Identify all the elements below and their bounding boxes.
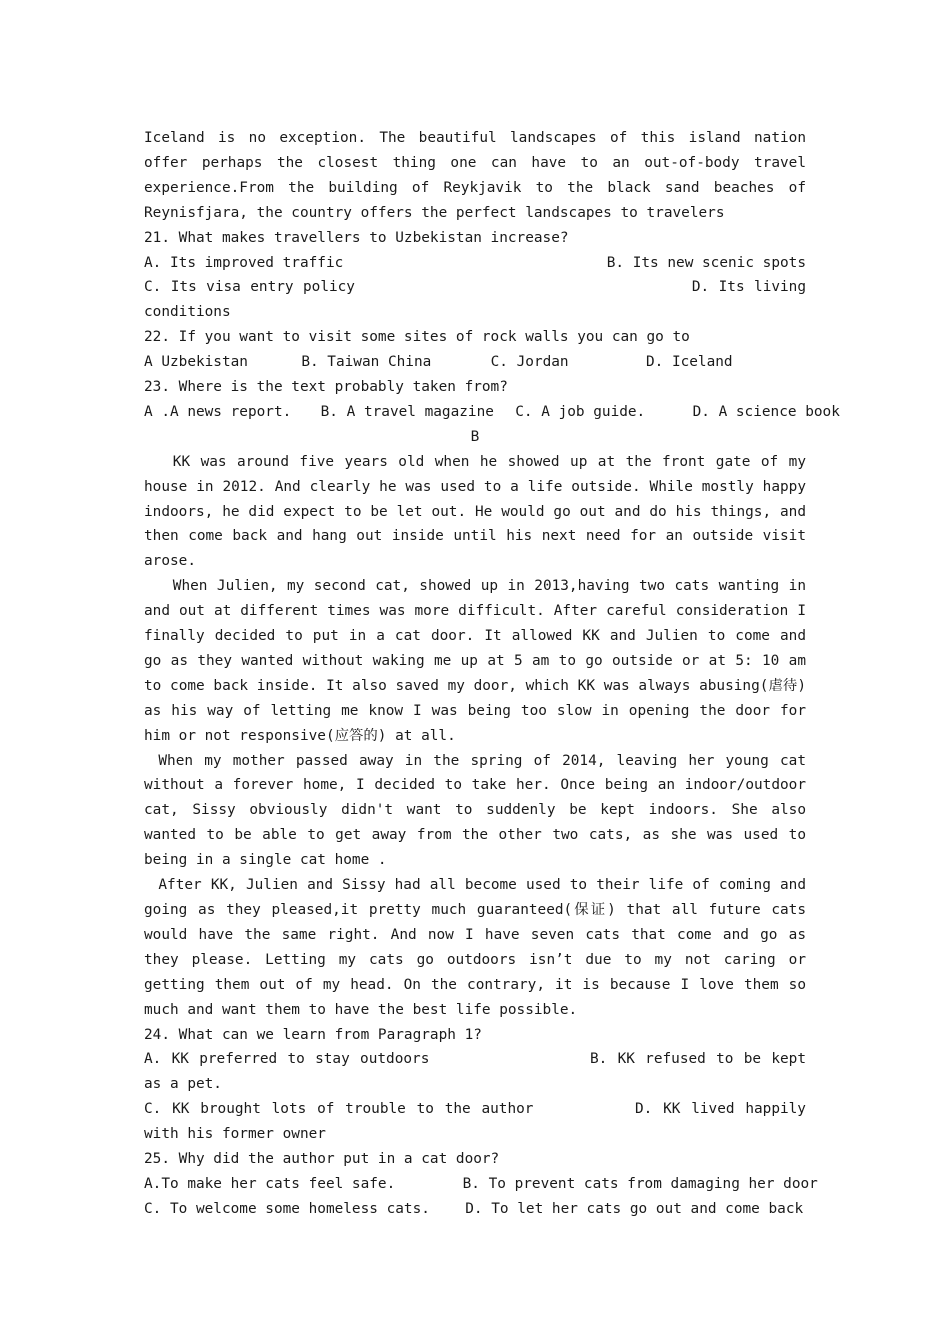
q21-option-c: C. Its visa entry policy xyxy=(144,279,355,296)
q25-options-row1 xyxy=(144,1172,818,1197)
q25-stem: 25. Why did the author put in a cat door? xyxy=(144,1151,500,1168)
passage-b-paragraph-3: When my mother passed away in the spring of 2014, leaving her young cat without a forever home, I decided to take her. Once being an indoor/outdoor cat, Sissy obviously didn't want to suddenly be kept indoors. She also wanted to be able to get away from the other two cats, as she was used to being in a single cat home . xyxy=(144,752,806,869)
q24-stem: 24. What can we learn from Paragraph 1? xyxy=(144,1026,482,1043)
q22-option-b: B. Taiwan China xyxy=(301,354,432,371)
q25-option-b: B. To prevent cats from damaging her door xyxy=(462,1175,818,1192)
q24-option-d: D. KK lived happily with his former owner xyxy=(144,1101,806,1143)
passage-b-paragraph-4: After KK, Julien and Sissy had all become used to their life of coming and going as they pleased,it pretty much guaranteed(保证) that all future cats would have the same right. And now I have seven cats that come and go as they please. Letting my cats go outdoors isn’t due to my not caring or getting them out of my head. On the contrary, it is because I love them so much and want them to have the best life possible. xyxy=(144,877,806,1018)
q25-option-c: C. To welcome some homeless cats. xyxy=(144,1200,430,1217)
q23-option-d: D. A science book xyxy=(692,403,840,420)
passage-b-paragraph-1: KK was around five years old when he showed up at the front gate of my house in 2012. And clearly he was used to a life outside. While mostly happy indoors, he did expect to be let out. He would go out and do his things, and then come back and hang out inside until his next need for an outside visit arose. xyxy=(144,453,806,570)
q22-options xyxy=(144,350,806,375)
q21-option-d: D. Its living conditions xyxy=(144,279,807,321)
q25-option-a: A.To make her cats feel safe. xyxy=(144,1175,396,1192)
q21-options-row2 xyxy=(144,275,806,325)
q23-stem: 23. Where is the text probably taken from? xyxy=(144,379,508,396)
q24-option-a: A. KK preferred to stay outdoors xyxy=(144,1051,430,1068)
q22-option-c: C. Jordan xyxy=(490,354,569,371)
section-b-heading: B xyxy=(470,428,480,445)
q24-options-row1 xyxy=(144,1047,806,1097)
q24-option-c: C. KK brought lots of trouble to the author xyxy=(144,1101,534,1118)
q23-option-a: A .A news report. xyxy=(144,403,292,420)
q21-option-a: A. Its improved traffic xyxy=(144,254,344,271)
passage-b-paragraph-2: When Julien, my second cat, showed up in 2013,having two cats wanting in and out at different times was more difficult. After careful consideration I finally decided to put in a cat door. It allowed KK and Julien to come and go as they wanted without waking me up at 5 am to go outside or at 5: 10 am to come back inside. It also saved my door, which KK was always abusing(虐待) as his way of letting me know I was being too slow in opening the door for him or not responsive(应答的) at all. xyxy=(144,578,806,744)
q21-stem: 21. What makes travellers to Uzbekistan increase? xyxy=(144,229,569,246)
exam-page xyxy=(144,126,840,1222)
q21-options-row1 xyxy=(144,251,806,276)
q22-option-a: A Uzbekistan xyxy=(144,354,248,371)
q23-option-c: C. A job guide. xyxy=(515,403,646,420)
q25-option-d: D. To let her cats go out and come back xyxy=(465,1200,804,1217)
q23-option-b: B. A travel magazine xyxy=(320,403,494,420)
q25-options-row2 xyxy=(144,1197,806,1222)
q24-options-row2 xyxy=(144,1097,806,1147)
q24-option-b: B. KK refused to be kept as a pet. xyxy=(144,1051,806,1093)
q23-options xyxy=(144,400,840,425)
q21-option-b: B. Its new scenic spots xyxy=(606,254,806,271)
q22-stem: 22. If you want to visit some sites of rock walls you can go to xyxy=(144,329,690,346)
passage-a-tail: Iceland is no exception. The beautiful landscapes of this island nation offer perhaps the closest thing one can have to an out-of-body travel experience.From the building of Reykjavik to the black sand beaches of Reynisfjara, the country offers the perfect landscapes to travelers xyxy=(144,130,806,221)
q22-option-d: D. Iceland xyxy=(645,354,733,371)
